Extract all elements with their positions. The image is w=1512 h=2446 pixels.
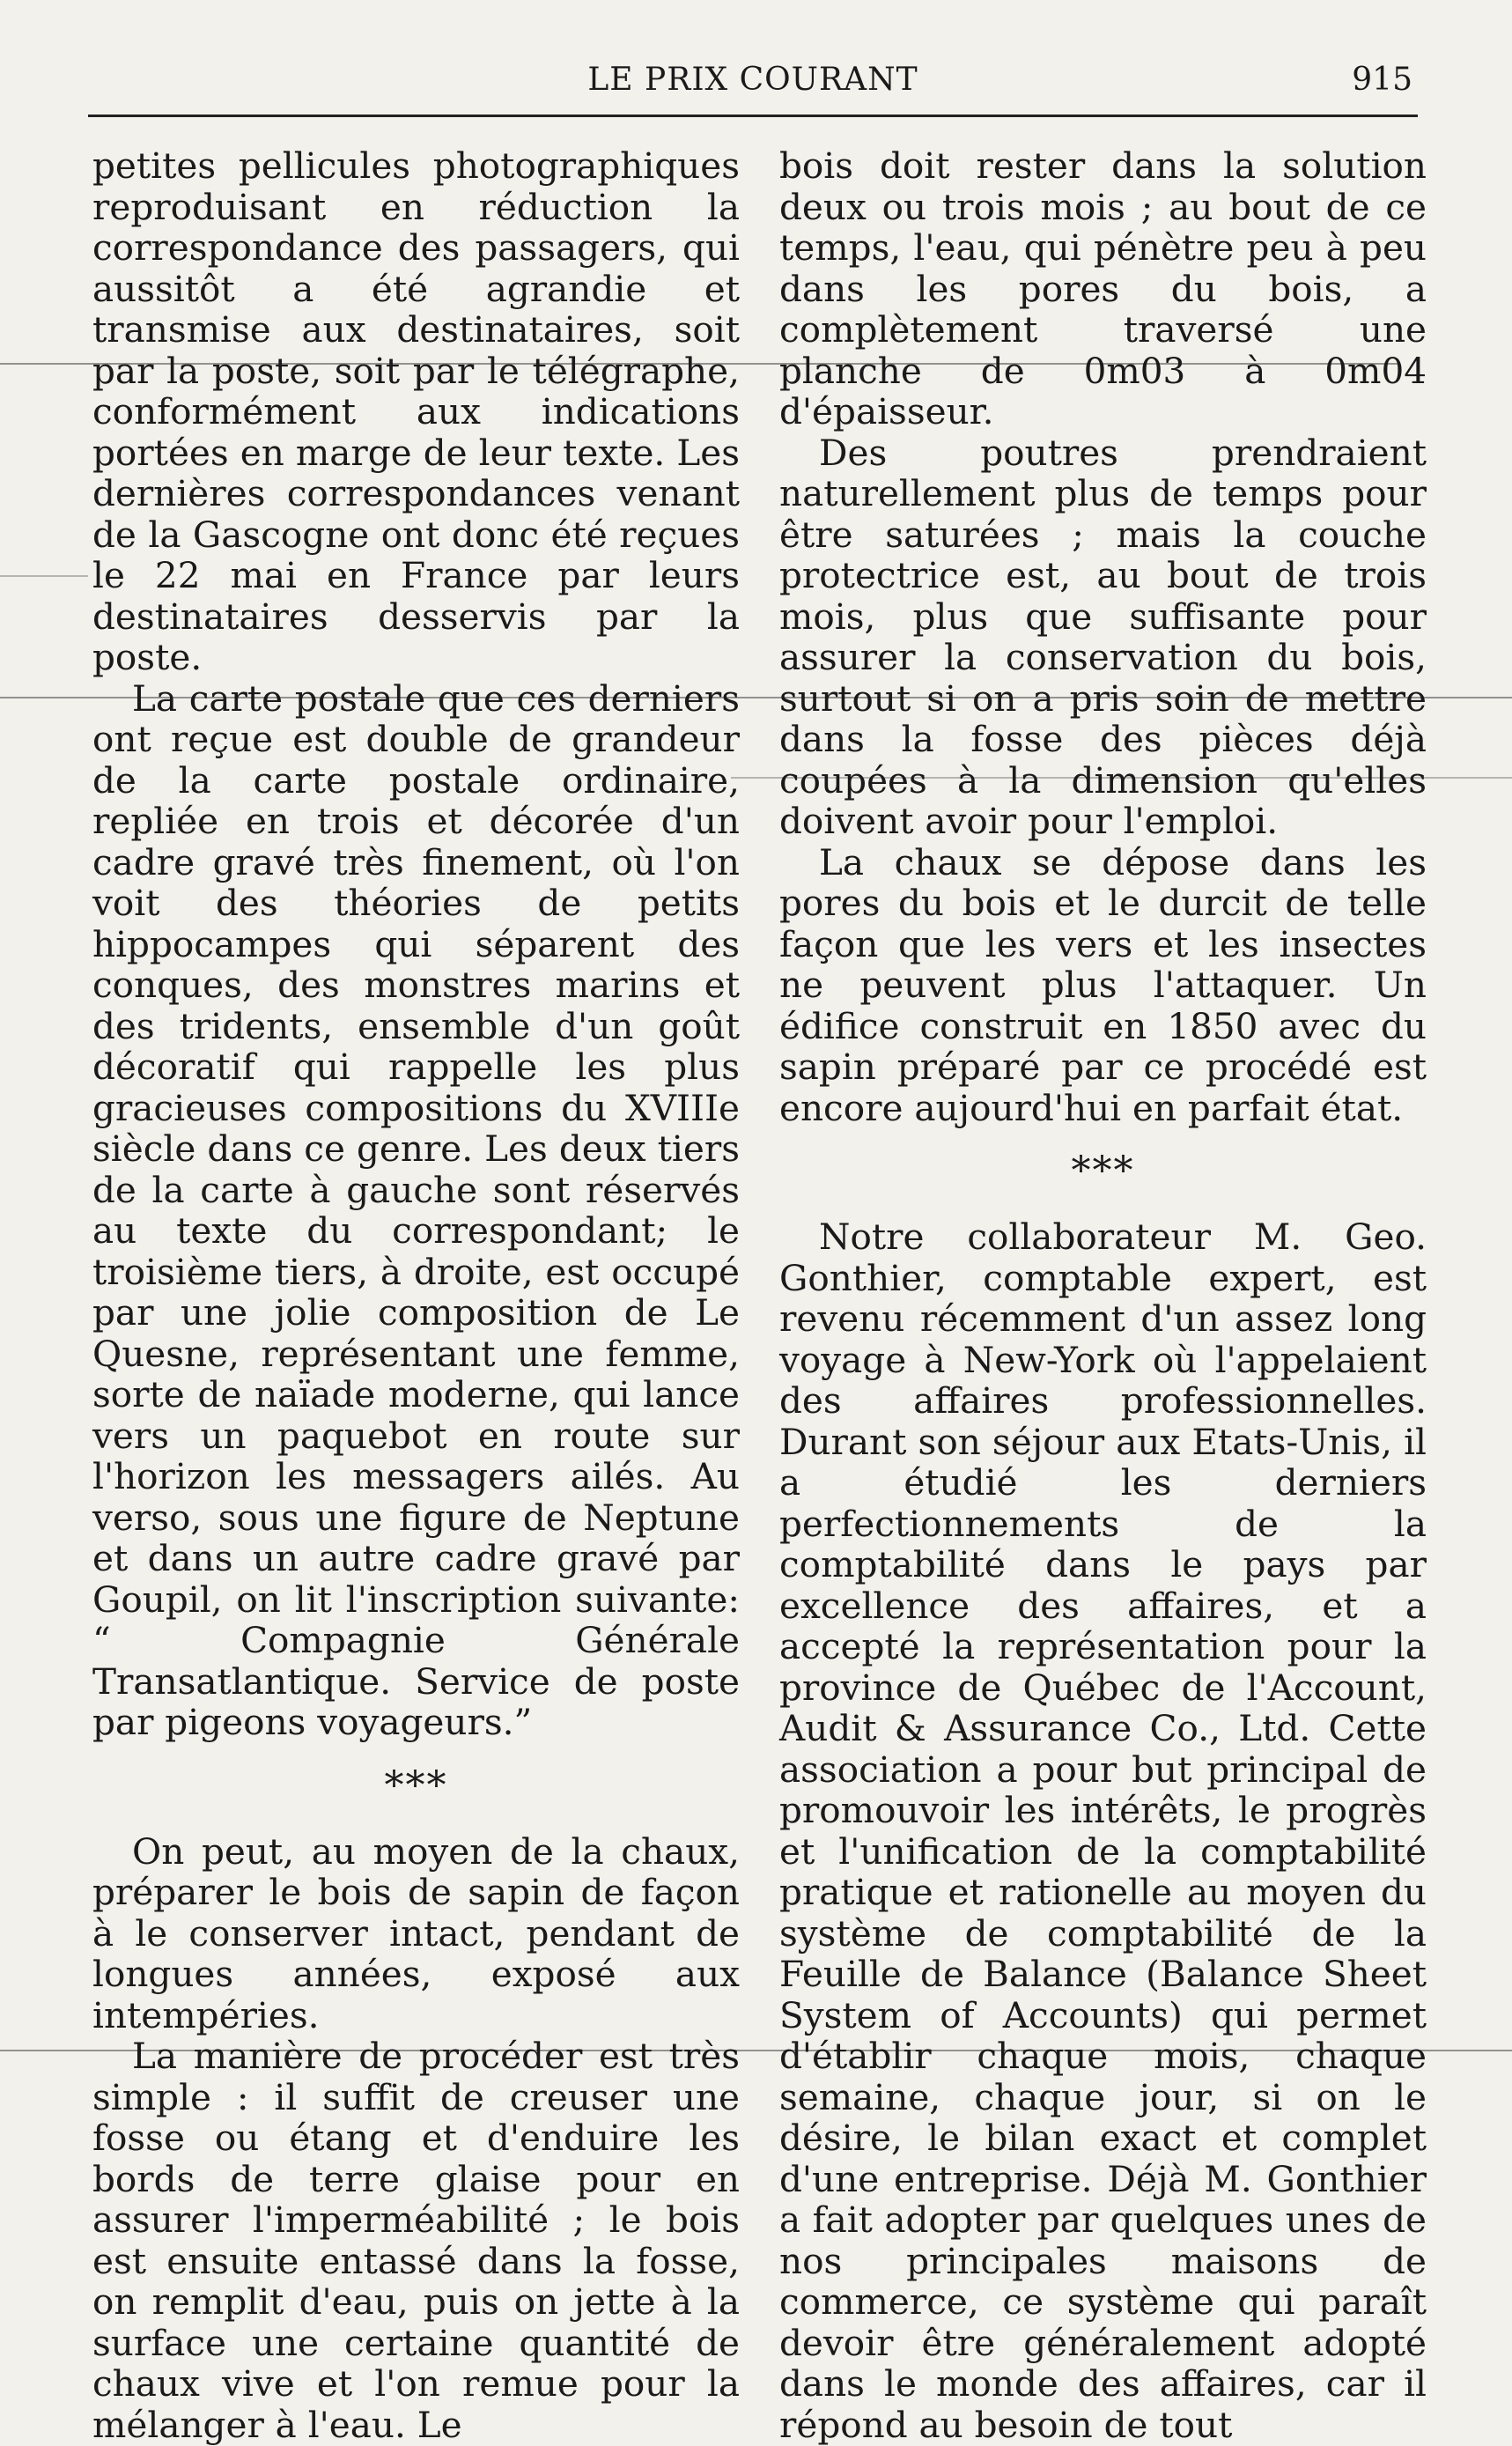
page-header xyxy=(88,62,1418,117)
section-asterism: *** xyxy=(1071,1149,1135,1193)
running-title: LE PRIX COURANT xyxy=(587,62,918,98)
scan-line xyxy=(0,575,88,577)
right-column xyxy=(779,145,1427,2445)
paragraph-chaux-intro: On peut, au moyen de la chaux, préparer le bois de sapin de façon à le conserver intact, pendant de longues années, exposé aux intempéries. xyxy=(92,1829,740,2036)
paragraph-maniere-proceder: La manière de procéder est très simple : il suffit de creuser une fosse ou étang et d'enduire les bords de terre glaise pour en assurer l'imperméabilité ; le bois est ensuite entassé dans la fosse, on remplit d'eau, puis on jette à la surface une certaine quantité de chaux vive et l'on remue pour la mélanger à l'eau. Le xyxy=(92,2035,740,2446)
paragraph-chaux-pores: La chaux se dépose dans les pores du bois et le durcit de telle façon que les vers et les insectes ne peuvent plus l'attaquer. Un édifice construit en 1850 avec du sapin préparé par ce procédé est encore aujourd'hui en parfait état. xyxy=(779,840,1427,1129)
paragraph-poutres: Des poutres prendraient naturellement plus de temps pour être saturées ; mais la couche protectrice est, au bout de trois mois, plus que suffisante pour assurer la conservation du bois, surtout si on a pris soin de mettre dans la fosse des pièces déjà coupées à la dimension qu'elles doivent avoir pour l'emploi. xyxy=(779,431,1427,842)
paragraph-carte-postale: La carte postale que ces derniers ont reçue est double de grandeur de la carte postale ordinaire, repliée en trois et décorée d'un cadre gravé très finement, où l'on voit des théories de petits hippocampes qui séparent des conques, des monstres marins et des tridents, ensemble d'un goût décoratif qui rappelle les plus gracieuses compositions du XVIIIe siècle dans ce genre. Les deux tiers de la carte à gauche sont réservés au texte du correspondant; le troisième tiers, à droite, est occupé par une jolie composition de Le Quesne, représentant une femme, sorte de naïade moderne, qui lance vers un paquebot en route sur l'horizon les messagers ailés. Au verso, sous une figure de Neptune et dans un autre cadre gravé par Goupil, on lit l'inscription suivante: “ Compagnie Générale Transatlantique. Service de poste par pigeons voyageurs.” xyxy=(92,676,740,1743)
section-asterism: *** xyxy=(384,1762,448,1808)
left-column xyxy=(92,145,740,2445)
paragraph-bois-solution: bois doit rester dans la solution deux ou trois mois ; au bout de ce temps, l'eau, qui pénètre peu à peu dans les pores du bois, a complètement traversé une planche de 0m03 à 0m04 d'épaisseur. xyxy=(779,144,1427,432)
paragraph-pellicules: petites pellicules photographiques reproduisant en réduction la correspondance des passagers, qui aussitôt a été agrandie et transmise aux destinataires, soit par la poste, soit par le télégraphe, conformément aux indications portées en marge de leur texte. Les dernières correspondances venant de la Gascogne ont donc été reçues le 22 mai en France par leurs destinataires desservis par la poste. xyxy=(92,144,740,678)
paragraph-gonthier: Notre collaborateur M. Geo. Gonthier, comptable expert, est revenu récemment d'un assez long voyage à New-York où l'appelaient des affaires professionnelles. Durant son séjour aux Etats-Unis, il a étudié les derniers perfectionnements de la comptabilité dans le pays par excellence des affaires, et a accepté la représentation pour la province de Québec de l'Account, Audit & Assurance Co., Ltd. Cette association a pour but principal de promouvoir les intérêts, le progrès et l'unification de la comptabilité pratique et rationelle au moyen du système de comptabilité de la Feuille de Balance (Balance Sheet System of Accounts) qui permet d'établir chaque mois, chaque semaine, chaque jour, si on le désire, le bilan exact et complet d'une entreprise. Déjà M. Gonthier a fait adopter par quelques unes de nos principales maisons de commerce, ce système qui paraît devoir être généralement adopté dans le monde des affaires, car il répond au besoin de tout xyxy=(779,1216,1427,2446)
page-number: 915 xyxy=(1352,62,1412,98)
